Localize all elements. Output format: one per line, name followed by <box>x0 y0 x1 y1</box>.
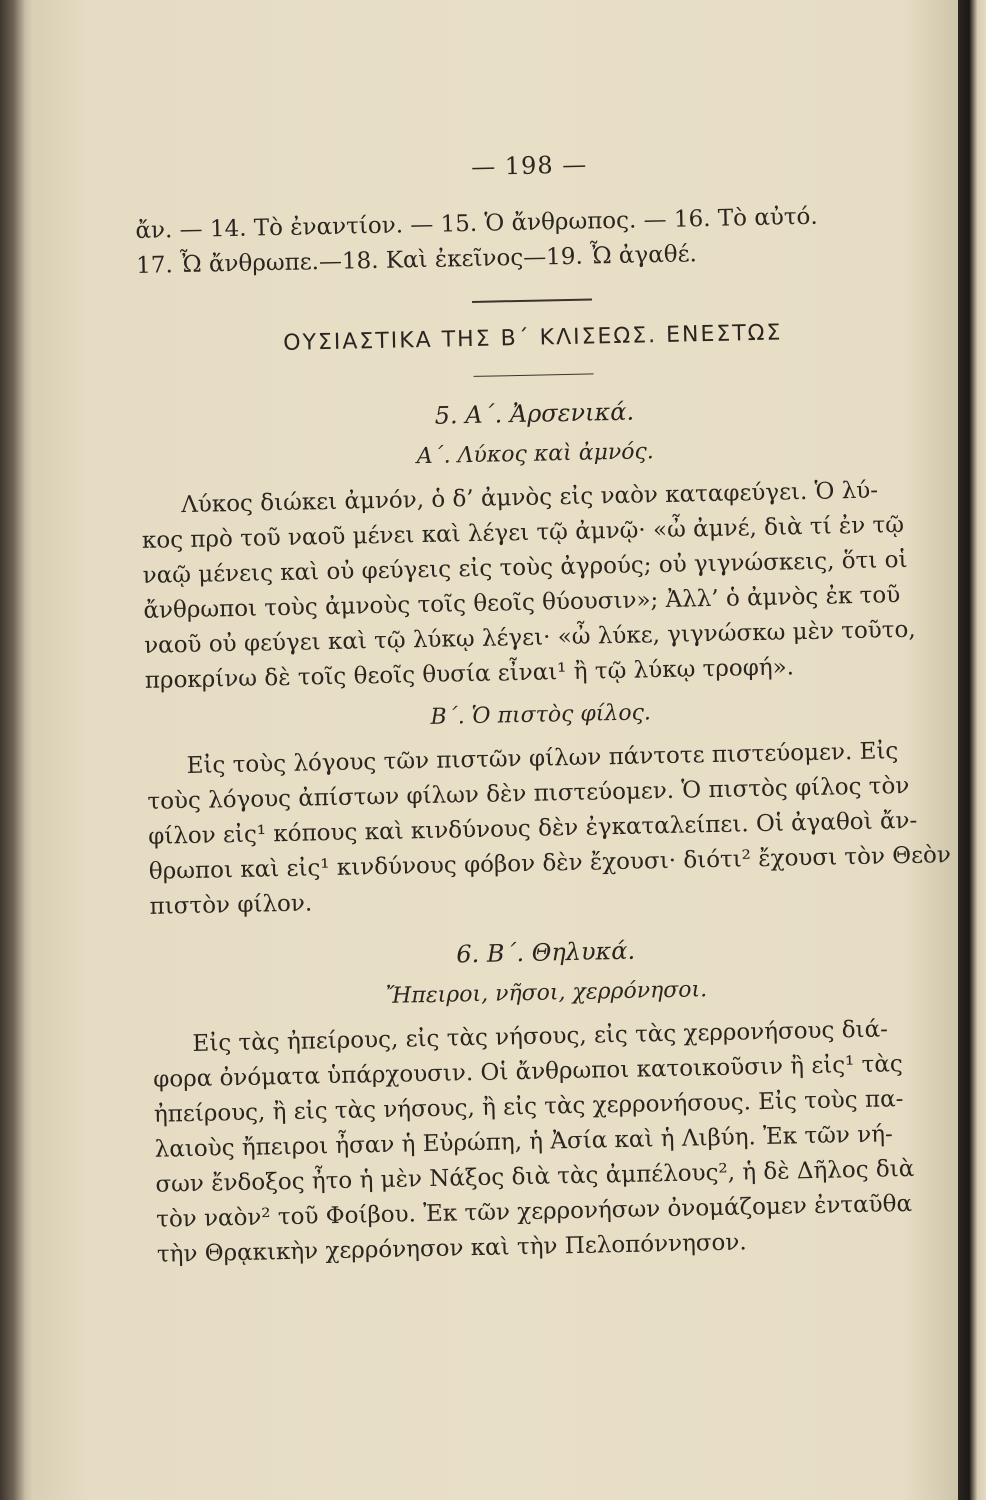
subsection-epeiroi-title: Ἤπειροι, νῆσοι, χερρόνησοι. <box>385 977 708 1009</box>
text-line: κος πρὸ τοῦ ναοῦ μένει καὶ λέγει τῷ ἀμνῷ· «ὦ ἀμνέ, διὰ τί ἐν τῷ <box>141 511 905 554</box>
page-number: — 198 — <box>470 150 588 181</box>
text-line: πιστὸν φίλον. <box>149 890 313 920</box>
text-line: ἠπείρους, ἢ εἰς τὰς νήσους, ἢ εἰς τὰς χερρονήσους. Εἰς τοὺς πα- <box>153 1086 904 1128</box>
text-line: φορα ὀνόματα ὑπάρχουσιν. Οἱ ἄνθρωποι κατοικοῦσιν ἢ εἰς¹ τὰς <box>152 1051 904 1093</box>
book-page <box>34 0 958 1500</box>
main-heading: ΟΥΣΙΑΣΤΙΚΑ ΤΗΣ Β΄ ΚΛΙΣΕΩΣ. ΕΝΕΣΤΩΣ <box>282 319 783 356</box>
text-line: 17. Ὦ ἄνθρωπε.—18. Καὶ ἐκεῖνος—19. Ὦ ἀγαθέ. <box>135 241 698 279</box>
section-6-title: 6. Β΄. Θηλυκά. <box>455 936 636 969</box>
text-line: ναοῦ οὐ φεύγει καὶ τῷ λύκῳ λέγει· «ὦ λύκε, γιγνώσκω μὲν τοῦτο, <box>143 616 916 659</box>
paragraph-pistos-filos <box>146 733 952 925</box>
text-line: Εἰς τὰς ἠπείρους, εἰς τὰς νήσους, εἰς τὰς χερρονήσους διά- <box>192 1016 889 1057</box>
left-page-edge <box>0 0 34 1500</box>
text-line: Λύκος διώκει ἀμνόν, ὁ δ’ ἀμνὸς εἰς ναὸν καταφεύγει. Ὁ λύ- <box>180 477 879 519</box>
subsection-b-title: Β΄. Ὁ πιστὸς φίλος. <box>430 700 652 730</box>
text-line: τοὺς λόγους ἀπίστων φίλων δὲν πιστεύομεν. Ὁ πιστὸς φίλος τὸν <box>147 772 910 815</box>
text-line: φίλον εἰς¹ κόπους καὶ κινδύνους δὲν ἐγκαταλείπει. Οἱ ἀγαθοὶ ἄν- <box>147 807 918 850</box>
right-page-edge <box>958 0 986 1500</box>
text-line: θρωποι καὶ εἰς¹ κινδύνους φόβον δὲν ἔχουσι· διότι² ἔχουσι τὸν Θεὸν <box>148 842 952 885</box>
text-line: Εἰς τοὺς λόγους τῶν πιστῶν φίλων πάντοτε πιστεύομεν. Εἰς <box>186 738 899 780</box>
top-lines <box>135 197 926 284</box>
text-line: ἄνθρωποι τοὺς ἀμνοὺς τοῖς θεοῖς θύουσιν»; Ἀλλ’ ὁ ἀμνὸς ἐκ τοῦ <box>143 582 901 624</box>
text-line: ἄν. — 14. Τὸ ἐναντίον. — 15. Ὁ ἄνθρωπος. — 16. Τὸ αὐτό. <box>135 203 818 244</box>
text-line: σων ἔνδοξος ἦτο ἡ μὲν Νάξος διὰ τὰς ἀμπέλους², ἡ δὲ Δῆλος διὰ <box>155 1155 915 1198</box>
divider-rule <box>472 298 592 302</box>
subsection-a-title: Α΄. Λύκος καὶ ἀμνός. <box>416 439 655 470</box>
text-line: ναῷ μένεις καὶ οὐ φεύγεις εἰς τοὺς ἀγρούς; οὐ γιγνώσκεις, ὅτι οἱ <box>142 546 908 589</box>
divider-rule <box>474 373 594 377</box>
text-line: τὸν ναὸν² τοῦ Φοίβου. Ἐκ τῶν χερρονήσων ὀνομάζομεν ἐνταῦθα <box>155 1190 913 1233</box>
text-line: τὴν Θρᾳκικὴν χερρόνησον καὶ τὴν Πελοπόννησον. <box>156 1229 747 1268</box>
text-line: λαιοὺς ἤπειροι ἦσαν ἡ Εὐρώπη, ἡ Ἀσία καὶ ἡ Λιβύη. Ἐκ τῶν νή- <box>154 1121 893 1163</box>
page-content <box>134 143 952 1272</box>
paragraph-lykos <box>141 472 935 698</box>
paragraph-epeiroi <box>152 1011 947 1272</box>
text-line: προκρίνω δὲ τοῖς θεοῖς θυσία εἶναι¹ ἢ τῷ λύκῳ τροφή». <box>144 654 795 694</box>
section-5-title: 5. Α΄. Ἀρσενικά. <box>434 397 635 430</box>
